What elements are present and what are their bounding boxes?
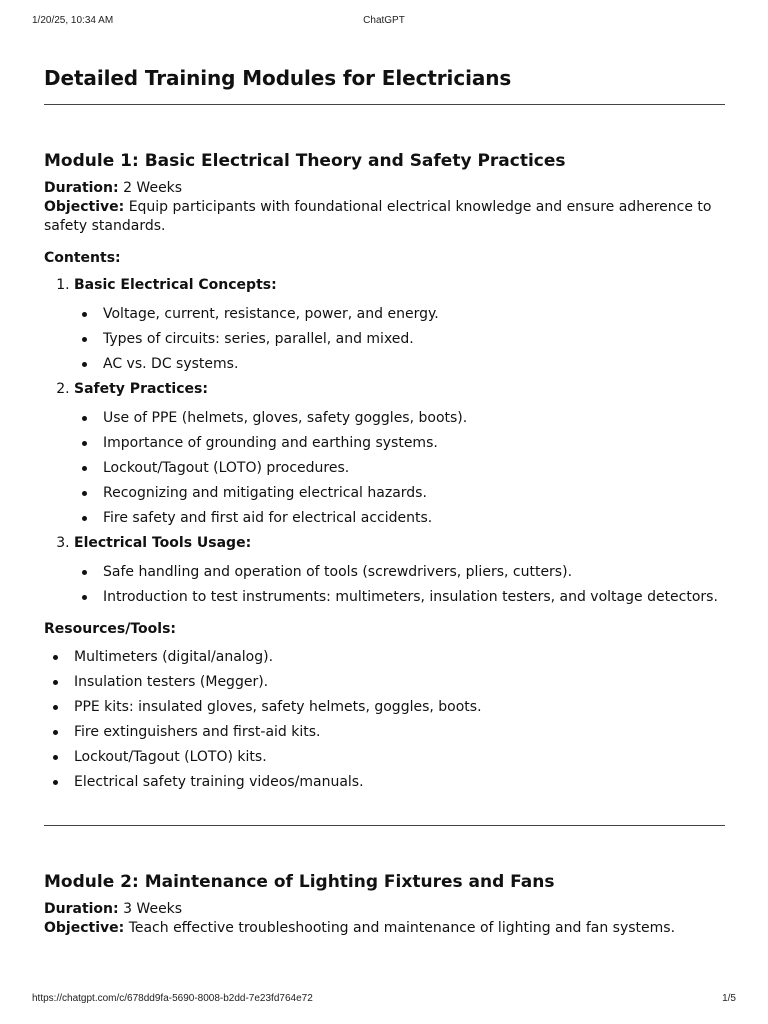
contents-item-title: Safety Practices: xyxy=(74,381,208,397)
list-item: Insulation testers (Megger). xyxy=(74,673,725,692)
contents-sublist xyxy=(74,305,725,374)
page-number: 1/5 xyxy=(722,993,736,1004)
resources-list xyxy=(44,648,725,792)
list-item: Use of PPE (helmets, gloves, safety goggles, boots). xyxy=(103,409,725,428)
list-item: Multimeters (digital/analog). xyxy=(74,648,725,667)
objective-label: Objective: xyxy=(44,199,125,215)
document-title: Detailed Training Modules for Electricians xyxy=(44,66,512,90)
list-item: Fire extinguishers and first-aid kits. xyxy=(74,723,725,742)
objective-value: Teach effective troubleshooting and maintenance of lighting and fan systems. xyxy=(128,920,676,936)
module-1-objective xyxy=(44,198,725,236)
contents-item xyxy=(74,534,725,607)
duration-label: Duration: xyxy=(44,180,119,196)
module-divider xyxy=(44,825,725,826)
contents-item-title: Electrical Tools Usage: xyxy=(74,535,252,551)
print-page-title: ChatGPT xyxy=(363,15,405,26)
document-body xyxy=(44,64,725,938)
module-2-meta xyxy=(44,900,725,938)
list-item: Types of circuits: series, parallel, and mixed. xyxy=(103,330,725,349)
objective-label: Objective: xyxy=(44,920,125,936)
module-2-duration xyxy=(44,900,725,919)
list-item: Safe handling and operation of tools (screwdrivers, pliers, cutters). xyxy=(103,563,725,582)
list-item: Lockout/Tagout (LOTO) procedures. xyxy=(103,459,725,478)
title-divider xyxy=(44,104,725,105)
list-item: Recognizing and mitigating electrical hazards. xyxy=(103,484,725,503)
duration-value: 3 Weeks xyxy=(123,901,183,917)
objective-value: Equip participants with foundational electrical knowledge and ensure adherence to safety standards. xyxy=(44,199,712,234)
contents-list xyxy=(44,276,725,607)
list-item: Importance of grounding and earthing systems. xyxy=(103,434,725,453)
contents-item xyxy=(74,276,725,374)
list-item: Electrical safety training videos/manuals. xyxy=(74,773,725,792)
contents-item-title: Basic Electrical Concepts: xyxy=(74,277,277,293)
list-item: Lockout/Tagout (LOTO) kits. xyxy=(74,748,725,767)
module-1 xyxy=(44,149,725,792)
module-2 xyxy=(44,870,725,938)
list-item: PPE kits: insulated gloves, safety helmets, goggles, boots. xyxy=(74,698,725,717)
contents-sublist xyxy=(74,409,725,528)
print-datetime: 1/20/25, 10:34 AM xyxy=(32,15,114,26)
list-item: Voltage, current, resistance, power, and energy. xyxy=(103,305,725,324)
module-1-duration xyxy=(44,179,725,198)
duration-label: Duration: xyxy=(44,901,119,917)
resources-heading: Resources/Tools: xyxy=(44,621,176,637)
contents-sublist xyxy=(74,563,725,607)
contents-heading: Contents: xyxy=(44,250,121,266)
contents-item xyxy=(74,380,725,528)
module-2-objective xyxy=(44,919,725,938)
module-2-title: Module 2: Maintenance of Lighting Fixtures and Fans xyxy=(44,872,555,892)
page-url: https://chatgpt.com/c/678dd9fa-5690-8008-b2dd-7e23fd764e72 xyxy=(32,993,313,1004)
module-1-title: Module 1: Basic Electrical Theory and Safety Practices xyxy=(44,151,566,171)
duration-value: 2 Weeks xyxy=(123,180,183,196)
list-item: AC vs. DC systems. xyxy=(103,355,725,374)
list-item: Fire safety and first aid for electrical accidents. xyxy=(103,509,725,528)
print-header xyxy=(0,15,768,29)
module-1-meta xyxy=(44,179,725,236)
list-item: Introduction to test instruments: multimeters, insulation testers, and voltage detectors. xyxy=(103,588,725,607)
